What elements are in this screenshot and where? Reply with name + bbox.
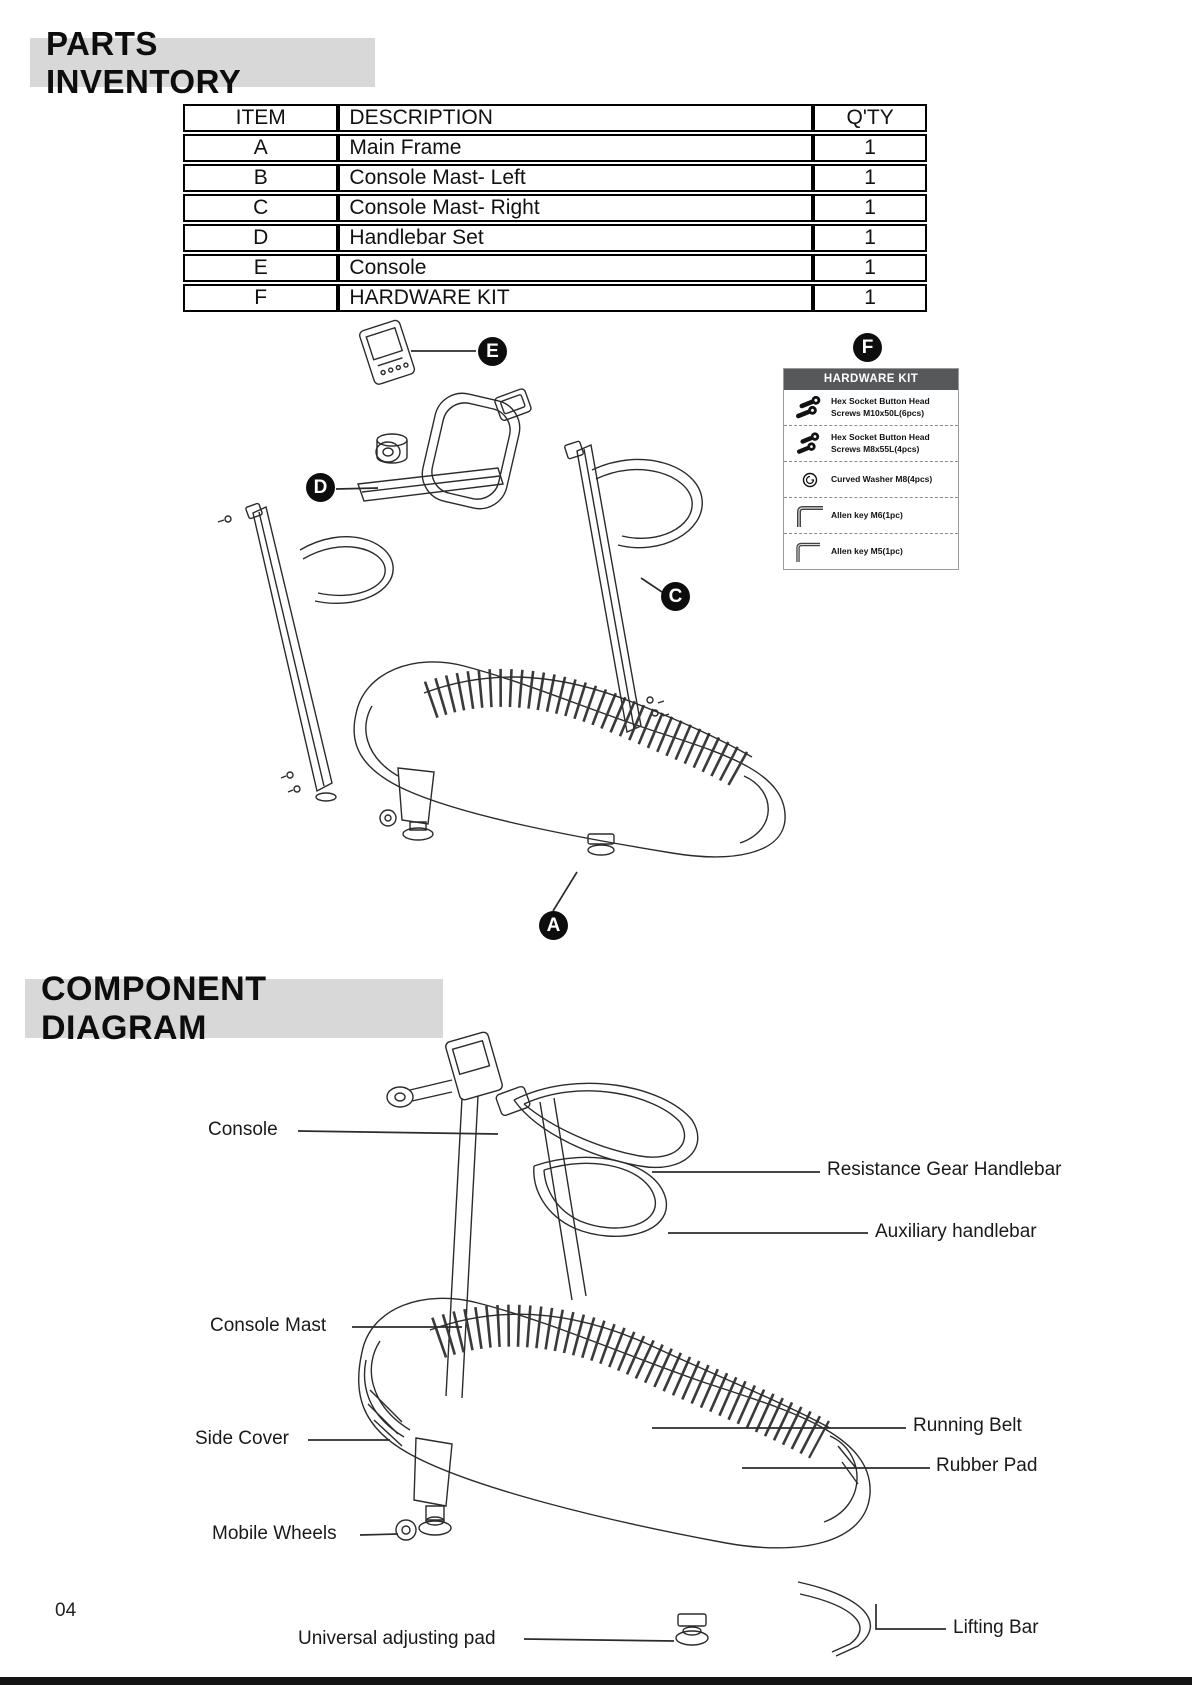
hardware-kit-item-label: Allen key M5(1pc) (831, 545, 903, 556)
hardware-kit-item-label: Allen key M6(1pc) (831, 509, 903, 520)
table-row (183, 134, 927, 162)
header-qty: Q'TY (813, 104, 927, 132)
header-description: DESCRIPTION (338, 104, 813, 132)
allen-key-icon (789, 502, 831, 530)
badge-main-frame: A (539, 911, 568, 940)
washer-icon (789, 469, 831, 491)
cell-qty: 1 (813, 224, 927, 252)
leader-lines (298, 1131, 946, 1641)
label-running-belt: Running Belt (913, 1415, 1022, 1436)
label-side-cover: Side Cover (195, 1428, 289, 1449)
table-header-row (183, 104, 927, 132)
cell-qty: 1 (813, 284, 927, 312)
cell-item: E (183, 254, 338, 282)
cell-description: Main Frame (338, 134, 813, 162)
hardware-kit-item-label: Hex Socket Button Head Screws M10x50L(6pcs) (831, 396, 930, 418)
cell-item: B (183, 164, 338, 192)
cell-qty: 1 (813, 254, 927, 282)
allen-key-icon (789, 539, 831, 565)
table-row (183, 164, 927, 192)
cell-item: D (183, 224, 338, 252)
label-mobile-wheels: Mobile Wheels (212, 1523, 337, 1544)
cell-qty: 1 (813, 134, 927, 162)
hardware-kit-item (784, 426, 958, 462)
label-auxiliary-handlebar: Auxiliary handlebar (875, 1221, 1037, 1242)
parts-inventory-title: PARTS INVENTORY (30, 38, 375, 87)
hardware-kit-item (784, 534, 958, 569)
exploded-diagram-art (218, 319, 785, 911)
table-row (183, 194, 927, 222)
badge-handlebar-set: D (306, 473, 335, 502)
label-console-mast: Console Mast (210, 1315, 327, 1336)
hardware-kit-panel (783, 368, 959, 570)
hardware-kit-item (784, 390, 958, 426)
component-diagram-art (359, 1031, 871, 1656)
cell-description: Console Mast- Right (338, 194, 813, 222)
header-item: ITEM (183, 104, 338, 132)
label-console: Console (208, 1119, 278, 1140)
parts-inventory-table (183, 102, 927, 314)
hardware-kit-item (784, 462, 958, 498)
label-rubber-pad: Rubber Pad (936, 1455, 1038, 1476)
cell-description: Console (338, 254, 813, 282)
table-row (183, 254, 927, 282)
cell-qty: 1 (813, 194, 927, 222)
badge-console: E (478, 337, 507, 366)
footer-bar (0, 1677, 1192, 1685)
screw-icon (789, 395, 831, 421)
cell-description: HARDWARE KIT (338, 284, 813, 312)
hardware-kit-title: HARDWARE KIT (784, 369, 958, 390)
main-frame-art (354, 662, 785, 857)
cell-item: C (183, 194, 338, 222)
console-mast-left-art (218, 503, 393, 801)
table-row (183, 284, 927, 312)
badge-hardware-kit: F (853, 333, 882, 362)
label-universal-adjusting-pad: Universal adjusting pad (298, 1628, 496, 1649)
hardware-kit-item-label: Hex Socket Button Head Screws M8x55L(4pcs) (831, 432, 930, 454)
console-part-art (358, 319, 415, 385)
cell-qty: 1 (813, 164, 927, 192)
label-resistance-gear-handlebar: Resistance Gear Handlebar (827, 1159, 1062, 1180)
table-row (183, 224, 927, 252)
badge-console-mast-right: C (661, 582, 690, 611)
component-diagram-title: COMPONENT DIAGRAM (25, 979, 443, 1038)
cell-description: Console Mast- Left (338, 164, 813, 192)
handlebar-set-art (358, 388, 525, 515)
hardware-kit-item-label: Curved Washer M8(4pcs) (831, 473, 933, 484)
page-number: 04 (55, 1600, 77, 1621)
cell-item: F (183, 284, 338, 312)
screw-icon (789, 431, 831, 457)
hardware-kit-item (784, 498, 958, 534)
label-lifting-bar: Lifting Bar (953, 1617, 1039, 1638)
cell-description: Handlebar Set (338, 224, 813, 252)
cell-item: A (183, 134, 338, 162)
